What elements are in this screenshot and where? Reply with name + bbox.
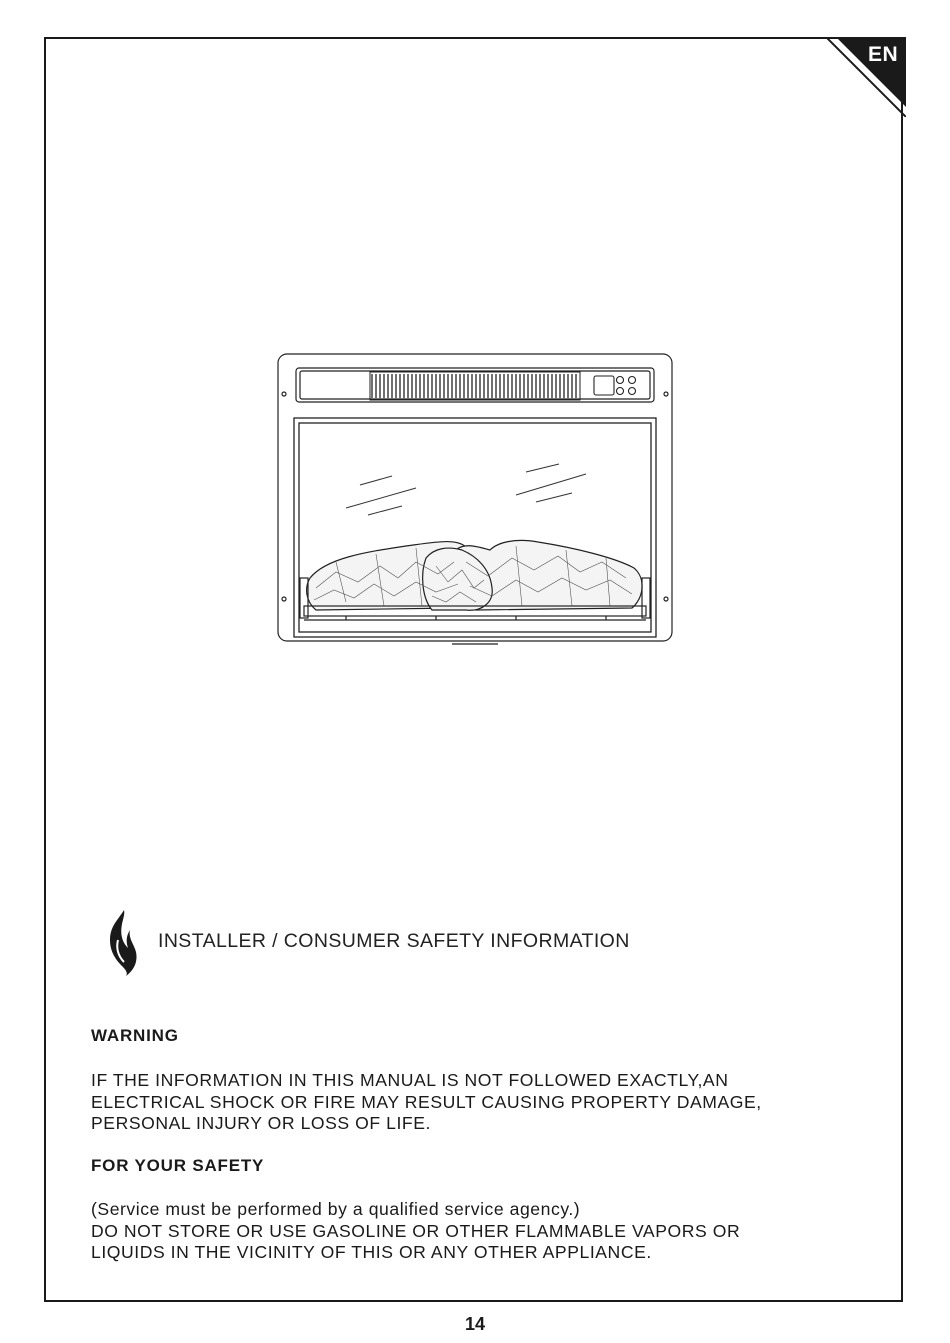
warning-line: ELECTRICAL SHOCK OR FIRE MAY RESULT CAUSING PROPERTY DAMAGE, <box>91 1091 762 1112</box>
warning-line: PERSONAL INJURY OR LOSS OF LIFE. <box>91 1113 431 1133</box>
warning-label: WARNING <box>91 1026 179 1045</box>
safety-heading-row <box>104 910 804 976</box>
warning-text <box>91 1070 762 1135</box>
safety-line: DO NOT STORE OR USE GASOLINE OR OTHER FLAMMABLE VAPORS OR <box>91 1220 741 1241</box>
flame-icon <box>104 910 140 976</box>
safety-text <box>91 1199 740 1264</box>
language-label: EN <box>868 43 899 66</box>
safety-line: LIQUIDS IN THE VICINITY OF THIS OR ANY OTHER APPLIANCE. <box>91 1242 652 1262</box>
page-number: 14 <box>464 1314 486 1334</box>
section-heading: INSTALLER / CONSUMER SAFETY INFORMATION <box>158 930 630 952</box>
safety-line: (Service must be performed by a qualified service agency.) <box>91 1199 581 1219</box>
fireplace-illustration <box>276 352 676 647</box>
safety-label: FOR YOUR SAFETY <box>91 1156 265 1175</box>
warning-line: IF THE INFORMATION IN THIS MANUAL IS NOT FOLLOWED EXACTLY,AN <box>91 1070 729 1090</box>
